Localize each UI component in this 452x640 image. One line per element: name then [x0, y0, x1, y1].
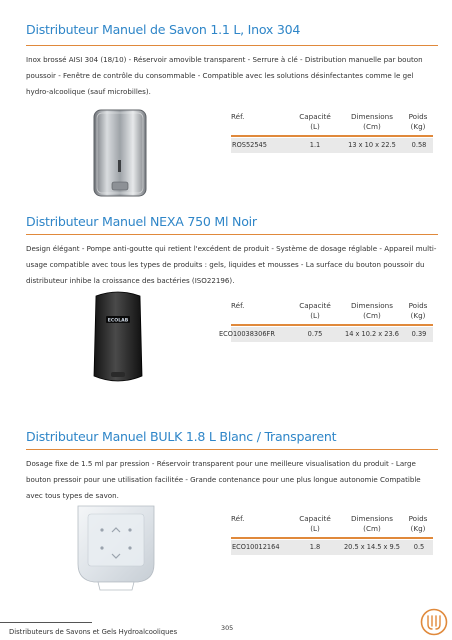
dimensions-value: 14 x 10.2 x 23.6	[345, 330, 399, 338]
spec-row	[231, 138, 433, 153]
capacity-value: 1.8	[309, 543, 321, 551]
ref-value: ROS52545	[232, 141, 267, 149]
capacity-header: Capacité (L)	[299, 112, 331, 131]
product-section-3	[26, 429, 438, 501]
product-title: Distributeur Manuel de Savon 1.1 L, Inox 304	[26, 22, 301, 37]
ref-header: Réf.	[231, 514, 245, 523]
weight-header: Poids (Kg)	[408, 112, 428, 131]
bulk-white-dispenser-image	[72, 502, 160, 592]
spec-header-rule	[231, 537, 433, 539]
product-description: Inox brossé AISI 304 (18/10) - Réservoir amovible transparent - Serrure à clé - Distribution manuelle par bouton poussoir - Fenêtre de contrôle du consommable - Compatible avec les solutions désinfectantes comme le gel hydro-alcoolique (sauf microbilles).	[26, 55, 423, 97]
ref-value: ECO10038306FR	[219, 330, 275, 338]
dimensions-header: Dimensions (Cm)	[351, 112, 393, 131]
footer-divider	[0, 622, 92, 623]
footer-section-label: Distributeurs de Savons et Gels Hydroalcooliques	[9, 628, 178, 636]
title-divider	[26, 449, 438, 450]
weight-header: Poids (Kg)	[408, 301, 428, 320]
capacity-value: 1.1	[309, 141, 321, 149]
weight-header: Poids (Kg)	[408, 514, 428, 533]
dimensions-header: Dimensions (Cm)	[351, 301, 393, 320]
product-description: Design élégant - Pompe anti-goutte qui retient l'excédent de produit - Système de dosage réglable - Appareil multi-usage compatible avec tous les types de produits : gels, liquides et mousses - La surface du bouton poussoir du distributeur inhibe la croissance des bactéries (ISO22196).	[26, 244, 437, 286]
title-divider	[26, 45, 438, 46]
weight-value: 0.58	[411, 141, 427, 149]
brand-logo-icon	[420, 608, 448, 636]
black-nexa-dispenser-image	[86, 290, 150, 388]
weight-value: 0.39	[411, 330, 427, 338]
ref-header: Réf.	[231, 112, 245, 121]
spec-row	[219, 327, 433, 342]
title-divider	[26, 234, 438, 235]
page-number: 305	[221, 624, 234, 632]
product-section-2	[26, 214, 438, 286]
spec-header-rule	[231, 135, 433, 137]
stainless-dispenser-image	[88, 108, 152, 200]
brand-label: ECOLAB	[107, 318, 129, 324]
product-section-1	[26, 22, 438, 97]
dimensions-value: 20.5 x 14.5 x 9.5	[343, 543, 401, 551]
dimensions-value: 13 x 10 x 22.5	[348, 141, 396, 149]
capacity-header: Capacité (L)	[299, 514, 331, 533]
product-title: Distributeur Manuel BULK 1.8 L Blanc / Transparent	[26, 429, 337, 444]
ref-header: Réf.	[231, 301, 245, 310]
capacity-header: Capacité (L)	[299, 301, 331, 320]
capacity-value: 0.75	[307, 330, 323, 338]
dimensions-header: Dimensions (Cm)	[351, 514, 393, 533]
spec-row	[231, 540, 433, 555]
spec-header-rule	[231, 324, 433, 326]
product-description: Dosage fixe de 1.5 ml par pression - Réservoir transparent pour une meilleure visualisation du produit - Large bouton pressoir pour une utilisation facilitée - Grande contenance pour une plus longue autonomie Compatible avec tous types de savon.	[26, 459, 421, 501]
ref-value: ECO10012164	[232, 543, 280, 551]
weight-value: 0.5	[413, 543, 425, 551]
product-title: Distributeur Manuel NEXA 750 Ml Noir	[26, 214, 257, 229]
